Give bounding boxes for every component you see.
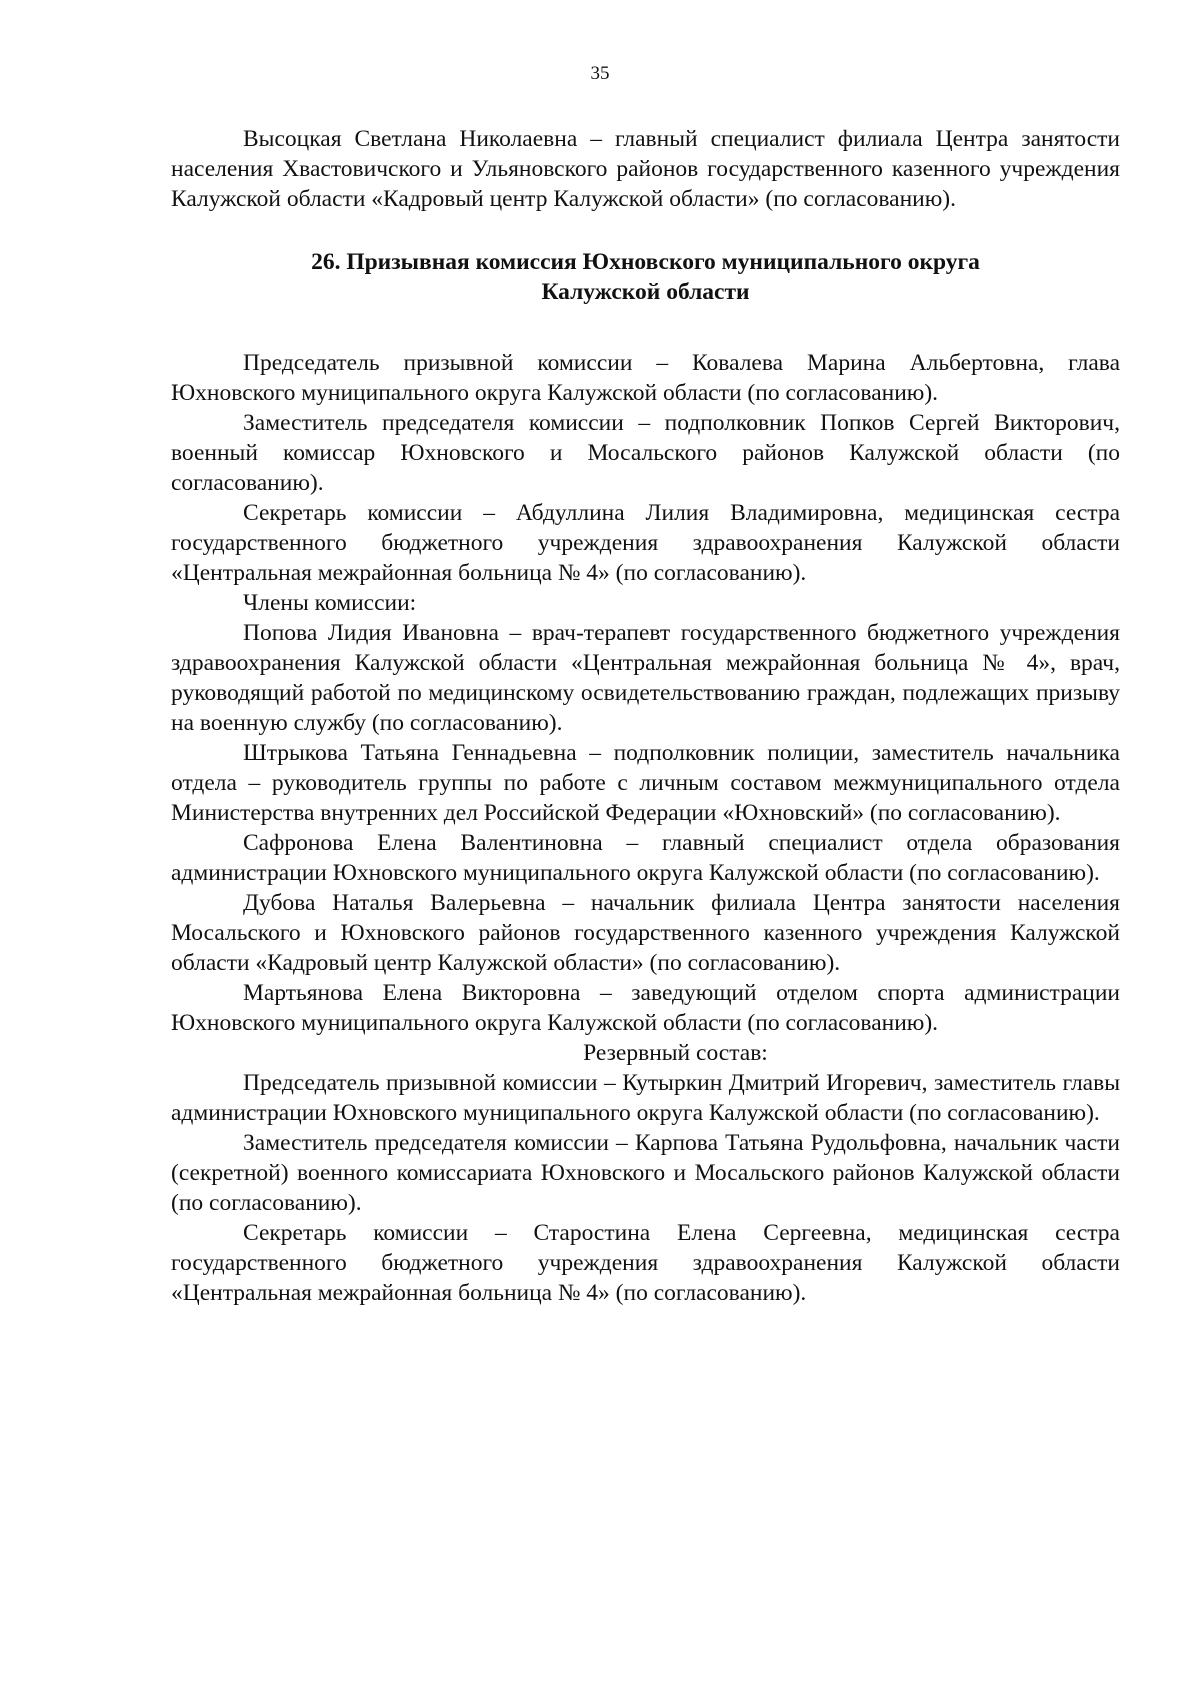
intro-paragraph: Высоцкая Светлана Николаевна – главный специалист филиала Центра занятости населения Хвастовичского и Ульяновского районов государственного казенного учреждения Калужской области «Кадровый центр Калужской области» (по согласованию). (171, 126, 1120, 212)
paragraph-reserve-chairman: Председатель призывной комиссии – Кутыркин Дмитрий Игоревич, заместитель главы администрации Юхновского муниципального округа Калужской области (по согласованию). (171, 1070, 1120, 1126)
paragraph-member-safronova: Сафронова Елена Валентиновна – главный специалист отдела образования администрации Юхновского муниципального округа Калужской области (по согласованию). (171, 830, 1120, 886)
section-title-line-2: Калужской области (541, 279, 750, 305)
section-title-line-1: 26. Призывная комиссия Юхновского муниципального округа (311, 249, 980, 275)
section-title (171, 247, 1120, 307)
paragraph-deputy-chairman: Заместитель председателя комиссии – подполковник Попков Сергей Викторович, военный комиссар Юхновского и Мосальского районов Калужской области (по согласованию). (171, 410, 1120, 496)
paragraph-members-label: Члены комиссии: (243, 590, 417, 616)
paragraph-secretary: Секретарь комиссии – Абдуллина Лилия Владимировна, медицинская сестра государственного бюджетного учреждения здравоохранения Калужской области «Центральная межрайонная больница № 4» (по согласованию). (171, 500, 1120, 586)
paragraph-member-martyanova: Мартьянова Елена Викторовна – заведующий отделом спорта администрации Юхновского муниципального округа Калужской области (по согласованию). (171, 980, 1120, 1036)
paragraph-member-shtrykova: Штрыкова Татьяна Геннадьевна – подполковник полиции, заместитель начальника отдела – руководитель группы по работе с личным составом межмуниципального отдела Министерства внутренних дел Российской Федерации «Юхновский» (по согласованию). (171, 740, 1120, 826)
paragraph-chairman: Председатель призывной комиссии – Ковалева Марина Альбертовна, глава Юхновского муниципального округа Калужской области (по согласованию). (171, 350, 1120, 406)
paragraph-member-popova: Попова Лидия Ивановна – врач-терапевт государственного бюджетного учреждения здравоохранения Калужской области «Центральная межрайонная больница № 4», врач, руководящий работой по медицинскому освидетельствованию граждан, подлежащих призыву на военную службу (по согласованию). (171, 620, 1120, 736)
paragraph-member-dubova: Дубова Наталья Валерьевна – начальник филиала Центра занятости населения Мосальского и Юхновского районов государственного казенного учреждения Калужской области «Кадровый центр Калужской области» (по согласованию). (171, 890, 1120, 976)
reserve-heading: Резервный состав: (583, 1040, 768, 1066)
paragraph-reserve-secretary: Секретарь комиссии – Старостина Елена Сергеевна, медицинская сестра государственного бюджетного учреждения здравоохранения Калужской области «Центральная межрайонная больница № 4» (по согласованию). (171, 1220, 1120, 1306)
paragraph-reserve-deputy: Заместитель председателя комиссии – Карпова Татьяна Рудольфовна, начальник части (секретной) военного комиссариата Юхновского и Мосальского районов Калужской области (по согласованию). (171, 1130, 1120, 1216)
page-number: 35 (590, 63, 610, 84)
document-body (171, 124, 1120, 1308)
